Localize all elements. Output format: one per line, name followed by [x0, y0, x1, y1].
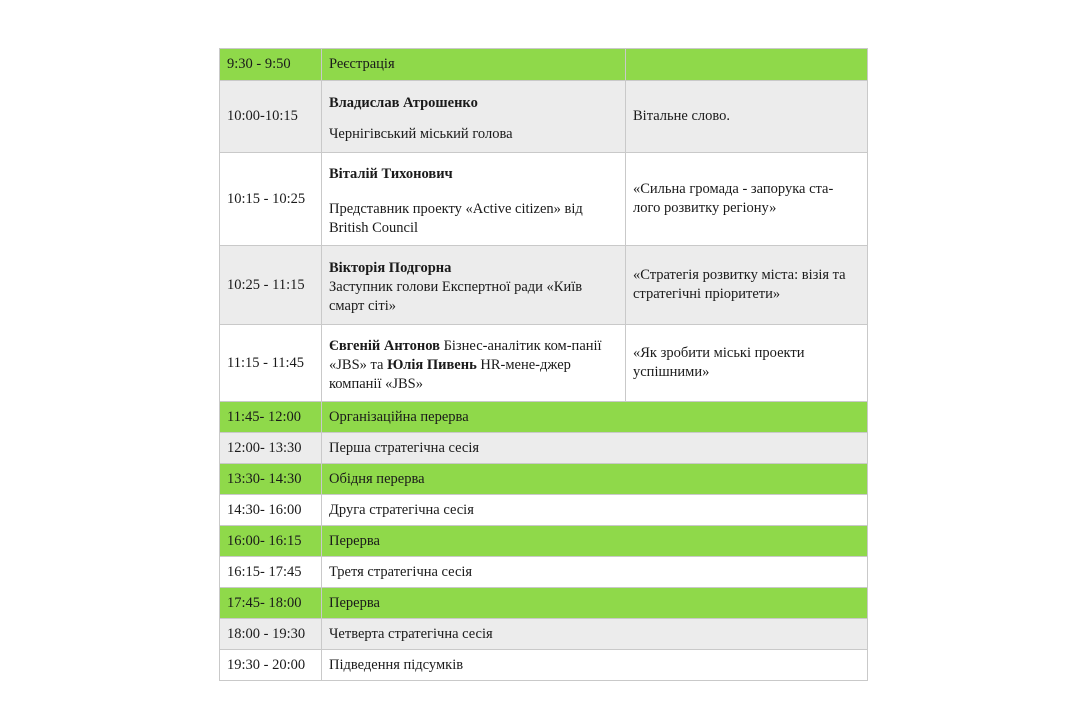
- agenda-row-session: [220, 557, 868, 588]
- speaker-role: Заступник голови Експертної ради «Київ смарт сіті»: [329, 279, 583, 314]
- time-cell: 9:30 - 9:50: [220, 49, 322, 81]
- time-cell: 10:25 - 11:15: [220, 246, 322, 325]
- speaker-cell: [322, 153, 626, 246]
- agenda-row-break: [220, 402, 868, 433]
- agenda-row-break: [220, 464, 868, 495]
- agenda-row-welcome: [220, 81, 868, 153]
- time-cell: 16:00- 16:15: [220, 526, 322, 557]
- title-cell: Четверта стратегічна сесія: [322, 619, 868, 650]
- agenda-row-break: [220, 526, 868, 557]
- time-cell: 12:00- 13:30: [220, 433, 322, 464]
- time-cell: 11:45- 12:00: [220, 402, 322, 433]
- time-cell: 10:15 - 10:25: [220, 153, 322, 246]
- title-cell: Третя стратегічна сесія: [322, 557, 868, 588]
- agenda-row-session: [220, 433, 868, 464]
- topic-cell: Вітальне слово.: [626, 81, 868, 153]
- speaker-cell: [322, 81, 626, 153]
- time-cell: 17:45- 18:00: [220, 588, 322, 619]
- speaker-name: Юлія Пивень: [387, 357, 477, 373]
- agenda-row-talk-1: [220, 153, 868, 246]
- speaker-name: Вікторія Подгорна: [329, 260, 452, 276]
- title-cell: Друга стратегічна сесія: [322, 495, 868, 526]
- speaker-name: Віталій Тихонович: [329, 166, 453, 182]
- topic-cell: [626, 49, 868, 81]
- title-cell: Організаційна перерва: [322, 402, 868, 433]
- time-cell: 11:15 - 11:45: [220, 325, 322, 402]
- time-cell: 18:00 - 19:30: [220, 619, 322, 650]
- time-cell: 13:30- 14:30: [220, 464, 322, 495]
- speaker-name: Владислав Атрошенко: [329, 95, 478, 111]
- speaker-role: Представник проекту «Active citizen» від British Council: [329, 201, 583, 236]
- title-cell: Обідня перерва: [322, 464, 868, 495]
- topic-cell: «Як зробити міські проекти успішними»: [626, 325, 868, 402]
- agenda-row-summary: [220, 650, 868, 681]
- speaker-cell: [322, 246, 626, 325]
- time-cell: 19:30 - 20:00: [220, 650, 322, 681]
- topic-cell: «Сильна громада - запорука ста-лого розвитку регіону»: [626, 153, 868, 246]
- title-cell: Реєстрація: [322, 49, 626, 81]
- title-cell: Перерва: [322, 588, 868, 619]
- speaker-name: Євгеній Антонов: [329, 338, 440, 354]
- agenda-row-talk-3: [220, 325, 868, 402]
- agenda-row-break: [220, 588, 868, 619]
- time-cell: 10:00-10:15: [220, 81, 322, 153]
- agenda-row-session: [220, 619, 868, 650]
- agenda-row-session: [220, 495, 868, 526]
- speaker-cell: [322, 325, 626, 402]
- title-cell: Підведення підсумків: [322, 650, 868, 681]
- title-cell: Перша стратегічна сесія: [322, 433, 868, 464]
- title-cell: Перерва: [322, 526, 868, 557]
- time-cell: 16:15- 17:45: [220, 557, 322, 588]
- speaker-role: Бізнес-аналітик ком-панії «JBS» та: [329, 338, 602, 373]
- speaker-role: Чернігівський міський голова: [329, 126, 513, 142]
- topic-cell: «Стратегія розвитку міста: візія та стратегічні пріоритети»: [626, 246, 868, 325]
- agenda-row-talk-2: [220, 246, 868, 325]
- agenda-table: [219, 48, 868, 681]
- agenda-row-registration: [220, 49, 868, 81]
- time-cell: 14:30- 16:00: [220, 495, 322, 526]
- speaker-role: HR-мене-джер компанії «JBS»: [329, 357, 571, 392]
